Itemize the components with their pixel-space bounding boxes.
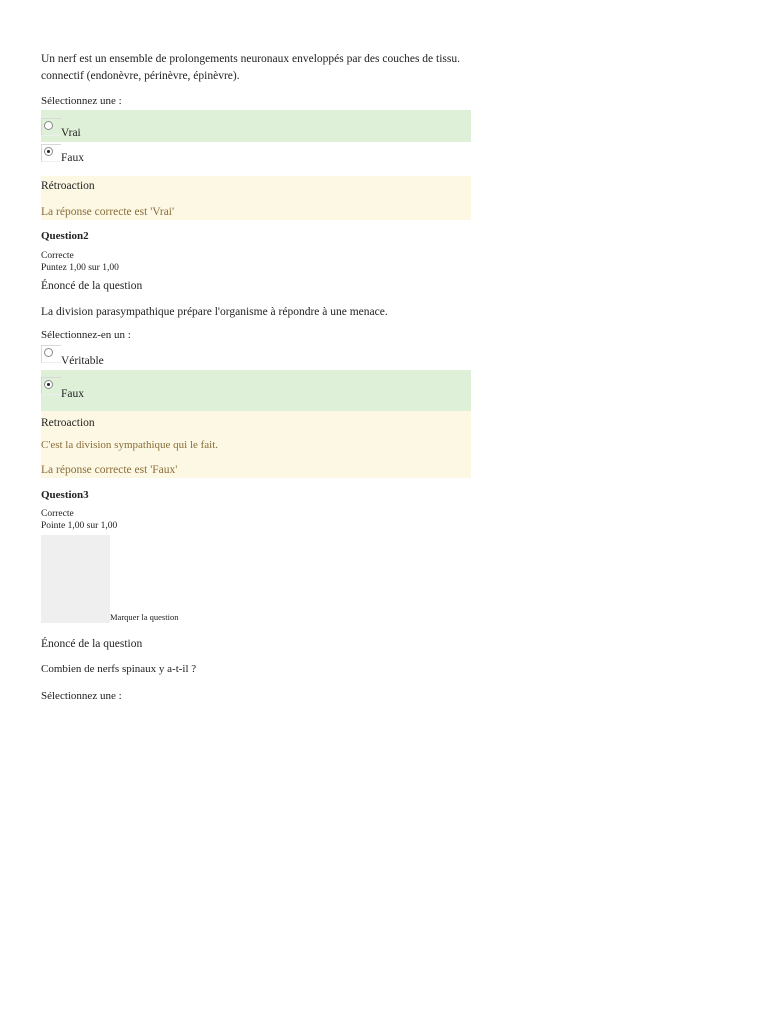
q1-feedback-panel <box>41 176 471 220</box>
q2-option-faux[interactable] <box>41 370 471 411</box>
q2-feedback-title: Retroaction <box>41 417 95 429</box>
q2-question-text: La division parasympathique prépare l'organisme à répondre à une menace. <box>41 306 388 318</box>
q2-radio-faux[interactable] <box>44 380 53 389</box>
q1-radio-faux[interactable] <box>44 147 53 156</box>
q1-correct-answer: La réponse correcte est 'Vrai' <box>41 206 175 218</box>
q2-radio-faux-wrap <box>41 377 61 395</box>
q3-select-prompt: Sélectionnez une : <box>41 690 122 702</box>
q2-feedback-explanation: C'est la division sympathique qui le fait. <box>41 439 219 451</box>
q2-number: Question2 <box>41 230 89 242</box>
q1-option-vrai-label: Vrai <box>61 127 81 139</box>
q2-grade: Puntez 1,00 sur 1,00 <box>41 263 119 273</box>
q1-option-faux[interactable] <box>41 144 471 168</box>
q1-radio-vrai[interactable] <box>44 121 53 130</box>
q1-option-faux-label: Faux <box>61 152 84 164</box>
q2-heading: Énoncé de la question <box>41 280 143 292</box>
q2-status: Correcte <box>41 251 74 261</box>
q3-heading: Énoncé de la question <box>41 638 143 650</box>
q2-feedback-panel <box>41 411 471 478</box>
q2-option-faux-label: Faux <box>61 388 84 400</box>
q2-correct-answer: La réponse correcte est 'Faux' <box>41 464 178 476</box>
q1-question-text-line2: connectif (endonèvre, périnèvre, épinèvre). <box>41 70 240 82</box>
q3-status: Correcte <box>41 509 74 519</box>
q1-radio-faux-wrap <box>41 144 61 162</box>
q2-radio-veritable-wrap <box>41 345 61 363</box>
q1-select-prompt: Sélectionnez une : <box>41 95 122 107</box>
q2-option-veritable-label: Véritable <box>61 355 104 367</box>
q1-question-text-line1: Un nerf est un ensemble de prolongements neuronaux enveloppés par des couches de tissu. <box>41 53 460 65</box>
flag-question-link[interactable]: Marquer la question <box>110 612 179 622</box>
q3-number: Question3 <box>41 489 89 501</box>
q2-select-prompt: Sélectionnez-en un : <box>41 329 131 341</box>
q1-feedback-title: Rétroaction <box>41 180 95 192</box>
q3-question-text: Combien de nerfs spinaux y a-t-il ? <box>41 663 197 675</box>
flag-question-image-placeholder[interactable] <box>41 535 110 623</box>
q3-grade: Pointe 1,00 sur 1,00 <box>41 521 118 531</box>
q1-radio-vrai-wrap <box>41 118 61 136</box>
q1-option-vrai[interactable] <box>41 110 471 142</box>
q2-option-veritable[interactable] <box>41 345 471 369</box>
q2-radio-veritable[interactable] <box>44 348 53 357</box>
